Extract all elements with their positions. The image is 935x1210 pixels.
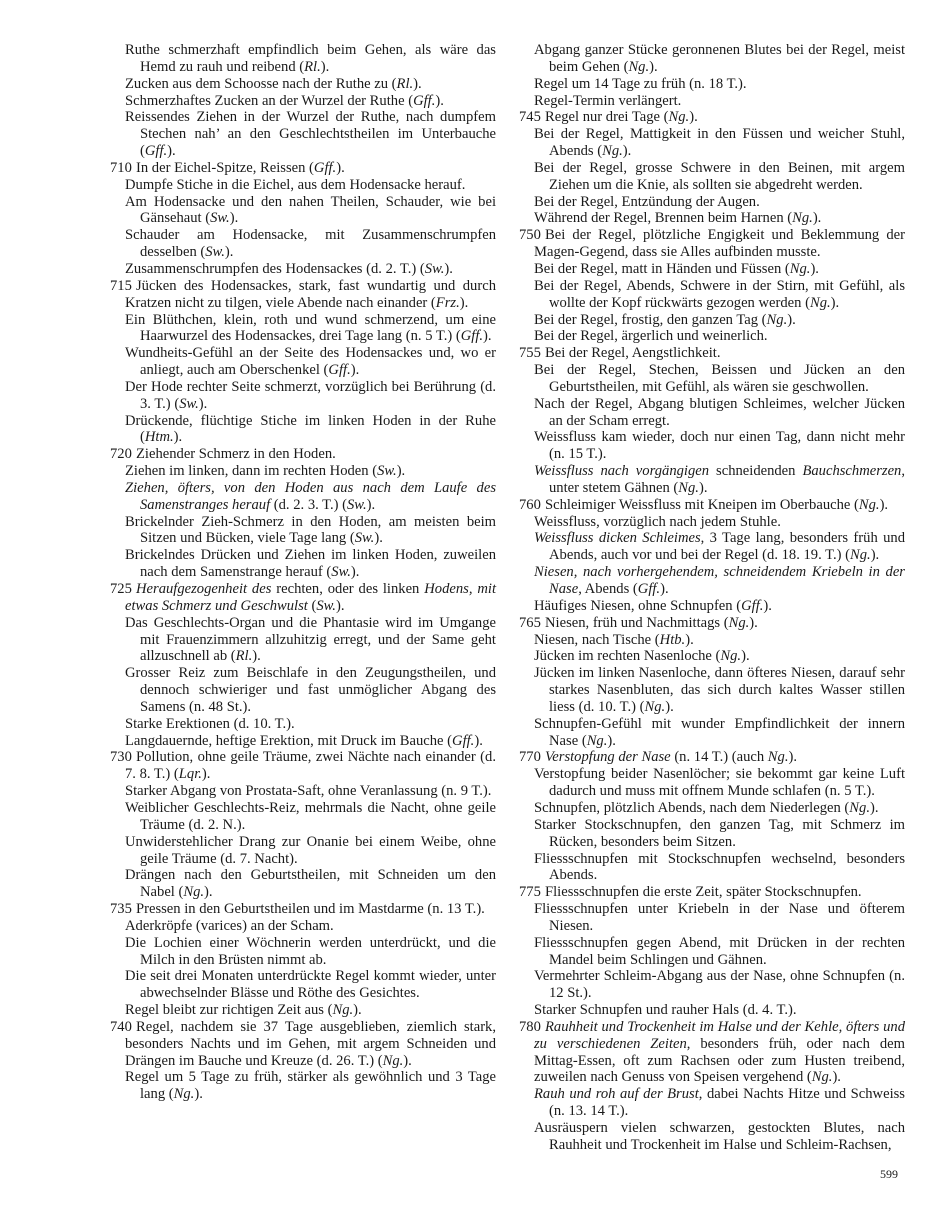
- entry-number: 750: [519, 227, 541, 244]
- symptom-entry: [110, 227, 496, 261]
- symptom-entry: [110, 968, 496, 1002]
- symptom-entry: [519, 362, 905, 396]
- entry-text: Bei der Regel, ärgerlich und weinerlich.: [534, 328, 768, 345]
- symptom-entry: [110, 463, 496, 480]
- symptom-entry: [519, 800, 905, 817]
- symptom-entry: [110, 867, 496, 901]
- symptom-entry: [110, 834, 496, 868]
- entry-text: Zusammenschrumpfen des Hodensackes (d. 2. T.) (Sw.).: [125, 260, 453, 277]
- entry-text: Schnupfen, plötzlich Abends, nach dem Niederlegen (Ng.).: [534, 799, 879, 816]
- entry-text: Rauh und roh auf der Brust, dabei Nachts Hitze und Schweiss (n. 13. 14 T.).: [534, 1086, 905, 1120]
- entry-text: Bei der Regel, matt in Händen und Füssen (Ng.).: [534, 260, 819, 277]
- entry-text: Regel, nachdem sie 37 Tage ausgeblieben, ziemlich stark, besonders Nachts und im Gehen, mit argem Schneiden und Drängen im Bauche und Kreuze (d. 26. T.) (Ng.).: [125, 1018, 496, 1069]
- symptom-entry: [519, 935, 905, 969]
- entry-number: 755: [519, 345, 541, 362]
- entry-text: Rauhheit und Trockenheit im Halse und der Kehle, öfters und zu verschiedenen Zeiten, besonders früh, oder nach dem Mittag-Essen, oft zum Rachsen oder zum Husten treibend, zuweilen nach Genuss von Speisen vergehend (Ng.).: [534, 1018, 905, 1086]
- entry-text: Ein Blüthchen, klein, roth und wund schmerzend, um eine Haarwurzel des Hodensackes, drei Tage lang (n. 5 T.) (Gff.).: [125, 311, 496, 345]
- entry-text: Nach der Regel, Abgang blutigen Schleimes, welcher Jücken an der Scham erregt.: [534, 395, 905, 429]
- symptom-entry: [519, 1120, 905, 1154]
- symptom-entry: [519, 901, 905, 935]
- symptom-entry: [519, 648, 905, 665]
- symptom-entry: [110, 76, 496, 93]
- entry-text: Niesen, nach Tische (Htb.).: [534, 631, 694, 648]
- symptom-entry: [519, 884, 905, 901]
- entry-number: 775: [519, 884, 541, 901]
- symptom-entry: [110, 345, 496, 379]
- entry-text: Ziehen, öfters, von den Hoden aus nach dem Laufe des Samenstranges herauf (d. 2. 3. T.) (Sw.).: [125, 479, 496, 513]
- entry-text: Brickelnder Zieh-Schmerz in den Hoden, am meisten beim Sitzen und Bücken, viele Tage lang (Sw.).: [125, 513, 496, 547]
- entry-text: Schnupfen-Gefühl mit wunder Empfindlichkeit der innern Nase (Ng.).: [534, 715, 905, 749]
- entry-text: Reissendes Ziehen in der Wurzel der Ruthe, nach dumpfem Stechen nah’ an den Geschlechtstheilen im Unterbauche (Gff.).: [125, 109, 496, 160]
- symptom-entry: [519, 261, 905, 278]
- symptom-entry: [110, 615, 496, 666]
- symptom-entry: [110, 783, 496, 800]
- entry-text: Drückende, flüchtige Stiche im linken Hoden in der Ruhe (Htm.).: [125, 412, 496, 446]
- symptom-entry: [519, 396, 905, 430]
- entry-text: Weissfluss nach vorgängigen schneidenden Bauchschmerzen, unter stetem Gähnen (Ng.).: [534, 463, 905, 496]
- symptom-entry: [519, 1019, 905, 1086]
- entry-text: Jücken im rechten Nasenloche (Ng.).: [534, 648, 750, 665]
- entry-text: Während der Regel, Brennen beim Harnen (Ng.).: [534, 210, 822, 227]
- entry-number: 760: [519, 496, 541, 513]
- entry-text: Verstopfung beider Nasenlöcher; sie bekommt gar keine Luft dadurch und muss mit offnem Munde schlafen (n. 5 T.).: [534, 766, 905, 800]
- symptom-entry: [519, 76, 905, 93]
- entry-text: Regel um 5 Tage zu früh, stärker als gewöhnlich und 3 Tage lang (Ng.).: [125, 1069, 496, 1103]
- symptom-entry: [519, 564, 905, 598]
- entry-text: Fliessschnupfen gegen Abend, mit Drücken in der rechten Mandel beim Schlingen und Gähnen.: [534, 934, 905, 968]
- entry-text: Dumpfe Stiche in die Eichel, aus dem Hodensacke herauf.: [125, 176, 466, 193]
- symptom-entry: [110, 446, 496, 463]
- entry-text: Weissfluss dicken Schleimes, 3 Tage lang, besonders früh und Abends, auch vor und bei der Regel (d. 18. 19. T.) (Ng.).: [534, 530, 905, 564]
- symptom-entry: [519, 632, 905, 649]
- symptom-entry: [519, 530, 905, 564]
- entry-text: Starker Stockschnupfen, den ganzen Tag, mit Schmerz im Rücken, besonders beim Sitzen.: [534, 816, 905, 850]
- entry-number: 740: [110, 1018, 132, 1035]
- entry-text: Niesen, nach vorhergehendem, schneidendem Kriebeln in der Nase, Abends (Gff.).: [534, 564, 905, 597]
- symptom-entry: [519, 716, 905, 750]
- symptom-entry: [519, 210, 905, 227]
- entry-text: Weiblicher Geschlechts-Reiz, mehrmals die Nacht, ohne geile Träume (d. 2. N.).: [125, 799, 496, 833]
- entry-number: 725: [110, 581, 132, 597]
- entry-text: Bei der Regel, Aengstlichkeit.: [545, 345, 721, 362]
- symptom-entry: [110, 312, 496, 346]
- entry-text: In der Eichel-Spitze, Reissen (Gff.).: [136, 159, 345, 176]
- entry-number: 720: [110, 446, 132, 463]
- symptom-entry: [110, 1069, 496, 1103]
- entry-text: Regel nur drei Tage (Ng.).: [545, 109, 698, 126]
- symptom-entry: [519, 968, 905, 1002]
- symptom-entry: [110, 749, 496, 783]
- entry-text: Der Hode rechter Seite schmerzt, vorzüglich bei Berührung (d. 3. T.) (Sw.).: [125, 378, 496, 412]
- entry-text: Heraufgezogenheit des rechten, oder des linken Hodens, mit etwas Schmerz und Geschwulst (Sw.).: [125, 581, 496, 614]
- page-number: 599: [880, 1167, 898, 1181]
- symptom-entry: [519, 328, 905, 345]
- symptom-entry: [110, 716, 496, 733]
- entry-text: Die seit drei Monaten unterdrückte Regel kommt wieder, unter abwechselnder Blässe und Röthe des Gesichtes.: [125, 968, 496, 1002]
- symptom-entry: [110, 1019, 496, 1070]
- entry-number: 735: [110, 901, 132, 918]
- symptom-entry: [519, 1002, 905, 1019]
- symptom-entry: [519, 749, 905, 766]
- symptom-entry: [519, 126, 905, 160]
- symptom-entry: [110, 109, 496, 160]
- symptom-entry: [519, 463, 905, 497]
- symptom-entry: [519, 766, 905, 800]
- symptom-entry: [110, 480, 496, 514]
- symptom-entry: [519, 497, 905, 514]
- entry-text: Zucken aus dem Schoosse nach der Ruthe zu (Rl.).: [125, 75, 422, 92]
- entry-number: 710: [110, 159, 132, 176]
- symptom-entry: [519, 1086, 905, 1120]
- symptom-entry: [519, 514, 905, 531]
- symptom-entry: [519, 227, 905, 261]
- symptom-entry: [519, 278, 905, 312]
- entry-text: Starker Schnupfen und rauher Hals (d. 4. T.).: [534, 1002, 797, 1019]
- entry-text: Niesen, früh und Nachmittags (Ng.).: [545, 614, 758, 631]
- symptom-entry: [110, 901, 496, 918]
- symptom-entry: [110, 160, 496, 177]
- symptom-entry: [110, 581, 496, 615]
- entry-text: Regel-Termin verlängert.: [534, 92, 682, 109]
- entry-number: 730: [110, 749, 132, 766]
- entry-text: Jücken im linken Nasenloche, dann öfteres Niesen, darauf sehr starkes Nasenbluten, das sich durch kaltes Wasser stillen liess (d. 10. T.) (Ng.).: [534, 665, 905, 715]
- symptom-entry: [519, 665, 905, 716]
- symptom-entry: [110, 379, 496, 413]
- entry-text: Bei der Regel, Mattigkeit in den Füssen und weicher Stuhl, Abends (Ng.).: [534, 126, 905, 160]
- symptom-entry: [519, 160, 905, 194]
- entry-text: Bei der Regel, grosse Schwere in den Beinen, mit argem Ziehen um die Knie, als sollten sie abgedreht werden.: [534, 159, 905, 193]
- entry-text: Starker Abgang von Prostata-Saft, ohne Veranlassung (n. 9 T.).: [125, 783, 492, 800]
- entry-text: Regel um 14 Tage zu früh (n. 18 T.).: [534, 75, 747, 92]
- entry-text: Unwiderstehlicher Drang zur Onanie bei einem Weibe, ohne geile Träume (d. 7. Nacht).: [125, 833, 496, 867]
- symptom-entry: [110, 413, 496, 447]
- entry-text: Ziehen im linken, dann im rechten Hoden (Sw.).: [125, 463, 406, 480]
- entry-text: Schauder am Hodensacke, mit Zusammenschrumpfen desselben (Sw.).: [125, 227, 496, 261]
- entry-text: Ruthe schmerzhaft empfindlich beim Gehen, als wäre das Hemd zu rauh und reibend (Rl.).: [125, 42, 496, 75]
- symptom-entry: [519, 598, 905, 615]
- symptom-entry: [519, 817, 905, 851]
- entry-text: Fliessschnupfen unter Kriebeln in der Nase und öfterem Niesen.: [534, 901, 905, 934]
- symptom-entry: [110, 665, 496, 716]
- symptom-entry: [110, 514, 496, 548]
- symptom-entry: [519, 42, 905, 76]
- entry-text: Vermehrter Schleim-Abgang aus der Nase, ohne Schnupfen (n. 12 St.).: [534, 968, 905, 1002]
- symptom-entry: [110, 733, 496, 750]
- symptom-entry: [110, 261, 496, 278]
- entry-number: 715: [110, 277, 132, 294]
- entry-text: Schleimiger Weissfluss mit Kneipen im Oberbauche (Ng.).: [545, 496, 889, 513]
- entry-text: Am Hodensacke und den nahen Theilen, Schauder, wie bei Gänsehaut (Sw.).: [125, 193, 496, 227]
- entry-text: Bei der Regel, Entzündung der Augen.: [534, 193, 760, 210]
- entry-text: Weissfluss, vorzüglich nach jedem Stuhle.: [534, 513, 781, 530]
- symptom-entry: [110, 177, 496, 194]
- entry-text: Ausräuspern vielen schwarzen, gestockten Blutes, nach Rauhheit und Trockenheit im Halse und Schleim-Rachsen,: [534, 1120, 905, 1153]
- entry-text: Pollution, ohne geile Träume, zwei Nächte nach einander (d. 7. 8. T.) (Lqr.).: [125, 749, 496, 783]
- entry-text: Starke Erektionen (d. 10. T.).: [125, 715, 295, 732]
- entry-text: Schmerzhaftes Zucken an der Wurzel der Ruthe (Gff.).: [125, 92, 444, 109]
- entry-text: Das Geschlechts-Organ und die Phantasie wird im Umgange mit Frauenzimmern allzuhitzig erregt, und der Same geht allzuschnell ab (Rl.).: [125, 614, 496, 665]
- symptom-entry: [519, 851, 905, 885]
- entry-text: Brickelndes Drücken und Ziehen im linken Hoden, zuweilen nach dem Samenstrange herauf (Sw.).: [125, 547, 496, 581]
- left-column: [110, 42, 496, 1103]
- symptom-entry: [519, 194, 905, 211]
- entry-text: Aderkröpfe (varices) an der Scham.: [125, 917, 334, 934]
- entry-text: Ziehender Schmerz in den Hoden.: [136, 446, 336, 463]
- symptom-entry: [110, 935, 496, 969]
- entry-text: Abgang ganzer Stücke geronnenen Blutes bei der Regel, meist beim Gehen (Ng.).: [534, 42, 905, 75]
- symptom-entry: [519, 429, 905, 463]
- entry-text: Verstopfung der Nase (n. 14 T.) (auch Ng.).: [545, 749, 797, 766]
- entry-text: Langdauernde, heftige Erektion, mit Druck im Bauche (Gff.).: [125, 732, 483, 749]
- symptom-entry: [519, 93, 905, 110]
- symptom-entry: [519, 109, 905, 126]
- symptom-entry: [110, 918, 496, 935]
- entry-text: Wundheits-Gefühl an der Seite des Hodensackes und, wo er anliegt, auch am Oberschenkel (Gff.).: [125, 345, 496, 379]
- symptom-entry: [519, 345, 905, 362]
- entry-text: Bei der Regel, Abends, Schwere in der Stirn, mit Gefühl, als wollte der Kopf rückwärts gezogen werden (Ng.).: [534, 277, 905, 311]
- entry-text: Fliessschnupfen die erste Zeit, später Stockschnupfen.: [545, 884, 862, 901]
- entry-text: Jücken des Hodensackes, stark, fast wundartig und durch Kratzen nicht zu tilgen, viele Abende nach einander (Frz.).: [125, 277, 496, 311]
- symptom-entry: [110, 800, 496, 834]
- entry-text: Drängen nach den Geburtstheilen, mit Schneiden um den Nabel (Ng.).: [125, 867, 496, 901]
- entry-text: Grosser Reiz zum Beischlafe in den Zeugungstheilen, und dennoch schwieriger und fast unmöglicher Abgang des Samens (n. 48 St.).: [125, 665, 496, 715]
- entry-number: 745: [519, 109, 541, 126]
- right-column: [519, 42, 905, 1154]
- symptom-entry: [110, 42, 496, 76]
- symptom-entry: [110, 93, 496, 110]
- entry-number: 765: [519, 614, 541, 631]
- symptom-entry: [110, 1002, 496, 1019]
- symptom-entry: [110, 278, 496, 312]
- symptom-entry: [110, 194, 496, 228]
- entry-text: Die Lochien einer Wöchnerin werden unterdrückt, und die Milch in den Brüsten nimmt ab.: [125, 934, 496, 968]
- entry-text: Pressen in den Geburtstheilen und im Mastdarme (n. 13 T.).: [136, 901, 485, 918]
- entry-text: Fliessschnupfen mit Stockschnupfen wechselnd, besonders Abends.: [534, 850, 905, 884]
- entry-text: Häufiges Niesen, ohne Schnupfen (Gff.).: [534, 597, 772, 614]
- entry-number: 780: [519, 1018, 541, 1035]
- entry-number: 770: [519, 749, 541, 766]
- entry-text: Bei der Regel, frostig, den ganzen Tag (Ng.).: [534, 311, 796, 328]
- entry-text: Bei der Regel, Stechen, Beissen und Jücken an den Geburtstheilen, mit Gefühl, als wären sie geschwollen.: [534, 362, 905, 395]
- symptom-entry: [519, 312, 905, 329]
- entry-text: Bei der Regel, plötzliche Engigkeit und Beklemmung der Magen-Gegend, dass sie Alles aufbinden musste.: [534, 227, 905, 261]
- entry-text: Weissfluss kam wieder, doch nur einen Tag, dann nicht mehr (n. 15 T.).: [534, 429, 905, 463]
- symptom-entry: [519, 615, 905, 632]
- entry-text: Regel bleibt zur richtigen Zeit aus (Ng.).: [125, 1002, 362, 1019]
- symptom-entry: [110, 547, 496, 581]
